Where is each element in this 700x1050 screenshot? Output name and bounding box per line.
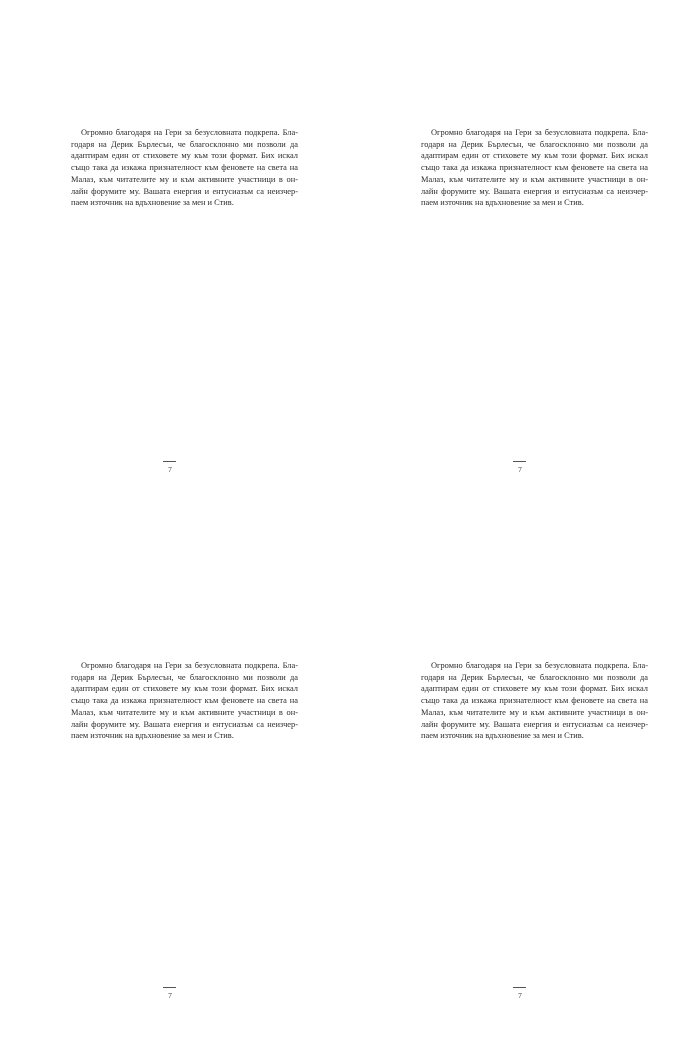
acknowledgement-paragraph: Огромно благодаря на Гери за безусловната подкрепа. Благодаря на Дерик Бърлесън, че благосклонно ми позволи да адаптирам един от стиховете му към този формат. Бих искал също така да изкажа признателност към феновете на света на Малаз, към читателите му и към активните участници в онлайн форумите му. Вашата енергия и ентусиазъм са неизчерпаем източник на вдъхновение за мен и Стив.	[71, 661, 298, 741]
page-number-rule	[513, 461, 526, 462]
page-number: 7	[168, 465, 172, 474]
page-number: 7	[518, 991, 522, 1000]
page-number: 7	[518, 465, 522, 474]
acknowledgement-paragraph: Огромно благодаря на Гери за безусловната подкрепа. Благодаря на Дерик Бърлесън, че благосклонно ми позволи да адаптирам един от стиховете му към този формат. Бих искал също така да изкажа признателност към феновете на света на Малаз, към читателите му и към активните участници в онлайн форумите му. Вашата енергия и ентусиазъм са неизчерпаем източник на вдъхновение за мен и Стив.	[421, 661, 648, 741]
page-number-rule	[163, 461, 176, 462]
page-bottom-left	[0, 525, 350, 1050]
page-top-left	[0, 0, 350, 525]
page-bottom-right	[350, 525, 700, 1050]
page-number-rule	[163, 987, 176, 988]
acknowledgement-paragraph: Огромно благодаря на Гери за безусловната подкрепа. Благодаря на Дерик Бърлесън, че благосклонно ми позволи да адаптирам един от стиховете му към този формат. Бих искал също така да изкажа признателност към феновете на света на Малаз, към читателите му и към активните участници в онлайн форумите му. Вашата енергия и ентусиазъм са неизчерпаем източник на вдъхновение за мен и Стив.	[421, 128, 648, 208]
acknowledgement-paragraph: Огромно благодаря на Гери за безусловната подкрепа. Благодаря на Дерик Бърлесън, че благосклонно ми позволи да адаптирам един от стиховете му към този формат. Бих искал също така да изкажа признателност към феновете на света на Малаз, към читателите му и към активните участници в онлайн форумите му. Вашата енергия и ентусиазъм са неизчерпаем източник на вдъхновение за мен и Стив.	[71, 128, 298, 208]
page-top-right	[350, 0, 700, 525]
page-number: 7	[168, 991, 172, 1000]
page-number-rule	[513, 987, 526, 988]
